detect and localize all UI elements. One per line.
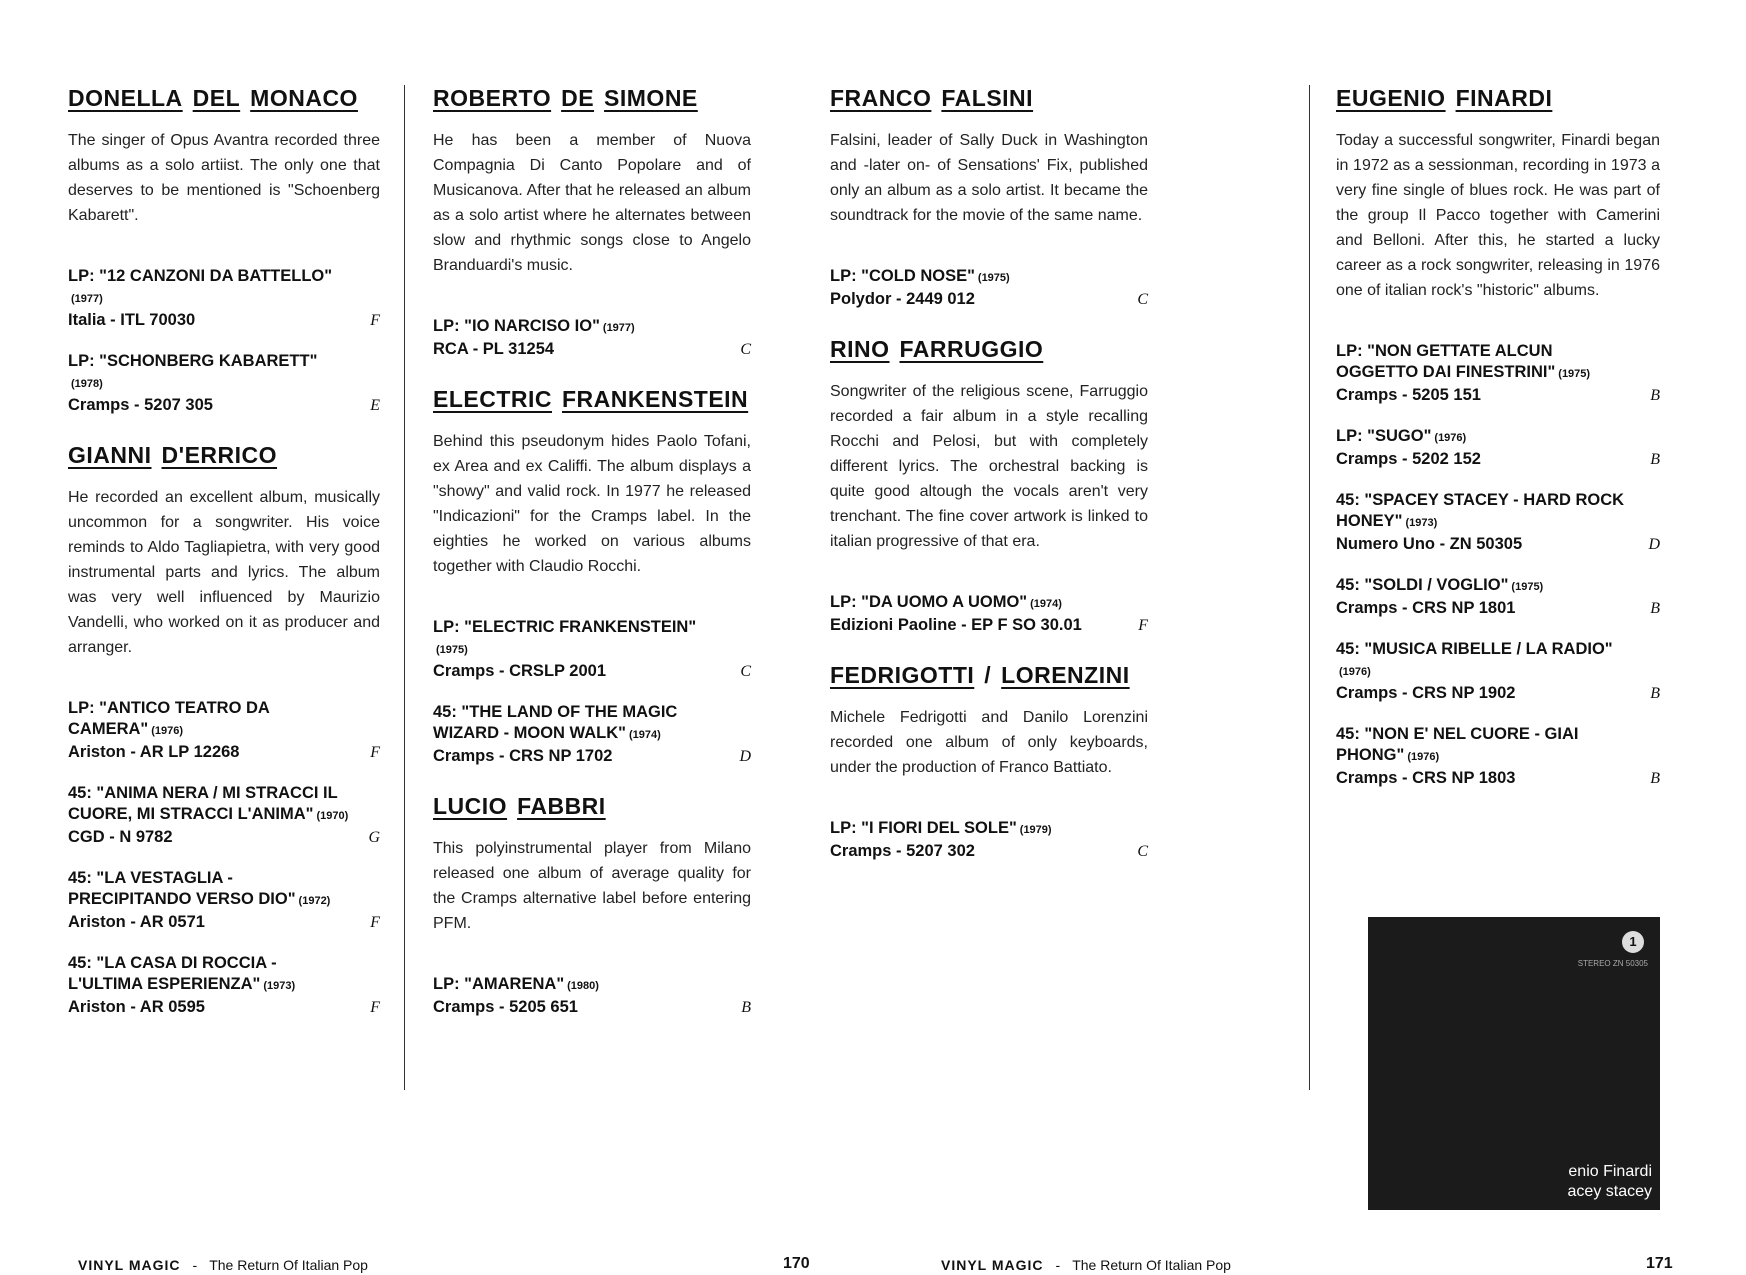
page-number-left: 170 <box>783 1255 810 1272</box>
artist-name-word: / <box>984 662 992 688</box>
rarity-grade: D <box>739 748 751 765</box>
footer-subtitle: The Return Of Italian Pop <box>1072 1257 1231 1273</box>
release-label-catalog: Polydor - 2449 012 <box>830 290 975 308</box>
record-label-logo: 1 <box>1622 931 1644 953</box>
artist-bio: This polyinstrumental player from Milano released one album of average quality for the Cramps alternative label before entering PFM. <box>433 840 751 932</box>
discography-entry <box>1336 575 1660 619</box>
release-label-catalog: Edizioni Paoline - EP F SO 30.01 <box>830 616 1082 634</box>
left-footer <box>78 1257 368 1273</box>
release-label-catalog: Cramps - 5205 151 <box>1336 386 1481 404</box>
release-year: (1978) <box>71 378 103 390</box>
artist-entry <box>68 442 380 1018</box>
release-year: (1976) <box>1407 751 1440 763</box>
artist-name-word: DE <box>561 85 595 111</box>
release-year: (1975) <box>977 272 1010 284</box>
release-year: (1977) <box>602 322 635 334</box>
artist-name-word: DEL <box>192 85 241 111</box>
discography-entry <box>68 266 380 331</box>
release-label-catalog: Cramps - CRSLP 2001 <box>433 662 607 680</box>
release-year: (1973) <box>263 980 296 992</box>
discography-entry <box>433 702 751 767</box>
release-title: LP: "I FIORI DEL SOLE" <box>830 819 1017 837</box>
rarity-grade: B <box>1650 387 1660 404</box>
release-year: (1976) <box>1434 432 1467 444</box>
artist-name <box>830 85 1148 112</box>
rarity-grade: B <box>741 999 751 1016</box>
release-title: LP: "12 CANZONI DA BATTELLO" <box>68 267 333 285</box>
release-year: (1976) <box>151 725 184 737</box>
cover-caption <box>1568 1162 1652 1202</box>
right-page-column-1 <box>830 85 1148 888</box>
discography-entry <box>830 818 1148 862</box>
release-label-catalog: RCA - PL 31254 <box>433 340 555 358</box>
discography-entry <box>1336 341 1660 406</box>
release-title: LP: "SUGO" <box>1336 427 1432 445</box>
release-label-catalog: Numero Uno - ZN 50305 <box>1336 535 1523 553</box>
release-year: (1974) <box>628 729 661 741</box>
artist-name-word: FARRUGGIO <box>899 336 1044 362</box>
rarity-grade: C <box>1137 843 1148 860</box>
discography-entry <box>830 266 1148 310</box>
discography-entry <box>68 953 380 1018</box>
artist-name-word: D'ERRICO <box>161 442 278 468</box>
artist-name-word: ROBERTO <box>433 85 552 111</box>
release-label-catalog: Ariston - AR LP 12268 <box>68 743 240 761</box>
discography-entry <box>68 698 380 763</box>
artist-bio: He recorded an excellent album, musically uncommon for a songwriter. His voice reminds to Aldo Tagliapietra, with very good instrumental parts and lyrics. The album was very well influenced by Maurizio Vandelli, who worked on it as producer and arranger. <box>68 489 380 656</box>
rarity-grade: C <box>1137 291 1148 308</box>
artist-bio: He has been a member of Nuova Compagnia Di Canto Popolare and of Musicanova. After that he released an album as a solo artist where he alternates between slow and rhythmic songs close to Angelo Branduardi's music. <box>433 132 751 274</box>
release-title: LP: "ELECTRIC FRANKENSTEIN" <box>433 618 697 636</box>
release-title: 45: "THE LAND OF THE MAGIC WIZARD - MOON WALK" <box>433 703 678 742</box>
left-page-column-1 <box>68 85 380 1044</box>
release-label-catalog: Cramps - CRS NP 1803 <box>1336 769 1516 787</box>
release-year: (1980) <box>567 980 599 992</box>
catalog-tiny-label: STEREO ZN 50305 <box>1577 959 1648 968</box>
release-year: (1975) <box>436 644 468 656</box>
rarity-grade: C <box>740 663 751 680</box>
release-year: (1974) <box>1030 598 1062 610</box>
release-title: LP: "IO NARCISO IO" <box>433 317 600 335</box>
right-page-column-2 <box>1336 85 1660 815</box>
release-label-catalog: Ariston - AR 0571 <box>68 913 205 931</box>
discography-entry <box>68 783 380 848</box>
release-title: 45: "LA CASA DI ROCCIA - L'ULTIMA ESPERIENZA" <box>68 954 277 993</box>
rarity-grade: E <box>370 397 380 414</box>
artist-name <box>68 85 380 112</box>
artist-bio: Songwriter of the religious scene, Farruggio recorded a fair album in a style recalling Rocchi and Pelosi, but with completely different lyrics. The orchestral backing is quite good altough the vocals aren't very trenchant. The fine cover artwork is linked to italian progressive of that era. <box>830 383 1148 550</box>
artist-entry <box>1336 85 1660 789</box>
release-title: 45: "SOLDI / VOGLIO" <box>1336 576 1509 594</box>
left-page-column-2 <box>433 85 751 1044</box>
release-label-catalog: Cramps - CRS NP 1902 <box>1336 684 1516 702</box>
artist-entry <box>830 336 1148 636</box>
artist-name-word: LUCIO <box>433 793 508 819</box>
footer-separator: - <box>1055 1257 1061 1273</box>
release-title: 45: "LA VESTAGLIA - PRECIPITANDO VERSO DIO" <box>68 869 296 908</box>
artist-bio: Today a successful songwriter, Finardi began in 1972 as a sessionman, recording in 1973 a very fine single of blues rock. He was part of the group Il Pacco together with Camerini and Belloni. After this, he started a lucky career as a rock songwriter, releasing in 1976 one of italian rock's "historic" albums. <box>1336 132 1660 299</box>
release-year: (1975) <box>1511 581 1544 593</box>
page-number-right: 171 <box>1646 1255 1673 1272</box>
rarity-grade: B <box>1650 451 1660 468</box>
artist-entry <box>830 85 1148 310</box>
release-year: (1979) <box>1019 824 1052 836</box>
release-year: (1973) <box>1405 517 1438 529</box>
release-title: LP: "SCHONBERG KABARETT" <box>68 352 318 370</box>
artist-name <box>1336 85 1660 112</box>
artist-name <box>830 336 1148 363</box>
release-label-catalog: CGD - N 9782 <box>68 828 173 846</box>
rarity-grade: F <box>370 312 380 329</box>
right-footer <box>941 1257 1231 1273</box>
album-cover-photo <box>1368 917 1660 1210</box>
release-label-catalog: Cramps - 5202 152 <box>1336 450 1481 468</box>
footer-separator: - <box>192 1257 198 1273</box>
artist-entry <box>68 85 380 416</box>
artist-name-word: DONELLA <box>68 85 183 111</box>
rarity-grade: B <box>1650 770 1660 787</box>
discography-entry <box>1336 724 1660 789</box>
artist-name <box>830 662 1148 689</box>
artist-name-word: GIANNI <box>68 442 152 468</box>
release-label-catalog: Cramps - 5207 302 <box>830 842 975 860</box>
cover-caption-line-2: acey stacey <box>1567 1183 1652 1200</box>
release-year: (1970) <box>316 810 349 822</box>
release-label-catalog: Italia - ITL 70030 <box>68 311 196 329</box>
discography-entry <box>433 617 751 682</box>
artist-bio: Falsini, leader of Sally Duck in Washington and -later on- of Sensations' Fix, published only an album as a solo artist. It became the soundtrack for the movie of the same name. <box>830 132 1148 224</box>
artist-name-word: EUGENIO <box>1336 85 1446 111</box>
release-title: LP: "ANTICO TEATRO DA CAMERA" <box>68 699 270 738</box>
artist-entry <box>433 793 751 1018</box>
discography-entry <box>433 316 751 360</box>
release-title: LP: "COLD NOSE" <box>830 267 975 285</box>
artist-bio: Behind this pseudonym hides Paolo Tofani, ex Area and ex Califfi. The album displays a "showy" and valid rock. In 1977 he released "Indicazioni" for the Cramps label. In the eighties he worked on various albums together with Claudio Rocchi. <box>433 433 751 575</box>
rarity-grade: B <box>1650 600 1660 617</box>
artist-name-word: SIMONE <box>604 85 698 111</box>
artist-entry <box>830 662 1148 862</box>
release-label-catalog: Cramps - 5207 305 <box>68 396 213 414</box>
artist-name-word: FALSINI <box>941 85 1034 111</box>
release-title: LP: "NON GETTATE ALCUN OGGETTO DAI FINESTRINI" <box>1336 342 1556 381</box>
artist-entry <box>433 386 751 767</box>
artist-name-word: FEDRIGOTTI <box>830 662 975 688</box>
cover-caption-line-1: enio Finardi <box>1568 1163 1652 1180</box>
artist-entry <box>433 85 751 360</box>
rarity-grade: F <box>370 744 380 761</box>
artist-bio: The singer of Opus Avantra recorded three albums as a solo artiist. The only one that deserves to be mentioned is "Schoenberg Kabarett". <box>68 132 380 224</box>
release-title: LP: "AMARENA" <box>433 975 565 993</box>
artist-name <box>433 386 751 413</box>
artist-name-word: FABBRI <box>517 793 606 819</box>
rarity-grade: F <box>370 914 380 931</box>
footer-subtitle: The Return Of Italian Pop <box>209 1257 368 1273</box>
release-year: (1977) <box>71 293 103 305</box>
footer-brand: VINYL MAGIC <box>78 1257 181 1273</box>
rarity-grade: B <box>1650 685 1660 702</box>
discography-entry <box>1336 639 1660 704</box>
rarity-grade: F <box>1138 617 1148 634</box>
artist-name-word: MONACO <box>250 85 358 111</box>
artist-name-word: LORENZINI <box>1001 662 1130 688</box>
footer-brand: VINYL MAGIC <box>941 1257 1044 1273</box>
column-divider <box>404 85 405 1090</box>
artist-name-word: ELECTRIC <box>433 386 552 412</box>
release-title: 45: "SPACEY STACEY - HARD ROCK HONEY" <box>1336 491 1625 530</box>
discography-entry <box>830 592 1148 636</box>
release-label-catalog: Cramps - CRS NP 1801 <box>1336 599 1516 617</box>
discography-entry <box>68 351 380 416</box>
column-divider <box>1309 85 1310 1090</box>
rarity-grade: F <box>370 999 380 1016</box>
artist-name-word: FRANCO <box>830 85 932 111</box>
release-year: (1975) <box>1558 368 1591 380</box>
artist-name-word: RINO <box>830 336 890 362</box>
artist-name <box>433 85 751 112</box>
rarity-grade: C <box>740 341 751 358</box>
release-year: (1976) <box>1339 666 1371 678</box>
artist-name-word: FRANKENSTEIN <box>562 386 749 412</box>
rarity-grade: D <box>1648 536 1660 553</box>
artist-name <box>68 442 380 469</box>
release-title: 45: "NON E' NEL CUORE - GIAI PHONG" <box>1336 725 1579 764</box>
artist-name <box>433 793 751 820</box>
release-label-catalog: Cramps - CRS NP 1702 <box>433 747 613 765</box>
release-label-catalog: Cramps - 5205 651 <box>433 998 578 1016</box>
release-title: LP: "DA UOMO A UOMO" <box>830 593 1028 611</box>
release-title: 45: "MUSICA RIBELLE / LA RADIO" <box>1336 640 1613 658</box>
artist-bio: Michele Fedrigotti and Danilo Lorenzini recorded one album of only keyboards, under the production of Franco Battiato. <box>830 709 1148 776</box>
release-title: 45: "ANIMA NERA / MI STRACCI IL CUORE, MI STRACCI L'ANIMA" <box>68 784 338 823</box>
discography-entry <box>1336 426 1660 470</box>
release-label-catalog: Ariston - AR 0595 <box>68 998 205 1016</box>
artist-name-word: FINARDI <box>1455 85 1553 111</box>
discography-entry <box>1336 490 1660 555</box>
release-year: (1972) <box>298 895 331 907</box>
rarity-grade: G <box>368 829 380 846</box>
discography-entry <box>68 868 380 933</box>
discography-entry <box>433 974 751 1018</box>
